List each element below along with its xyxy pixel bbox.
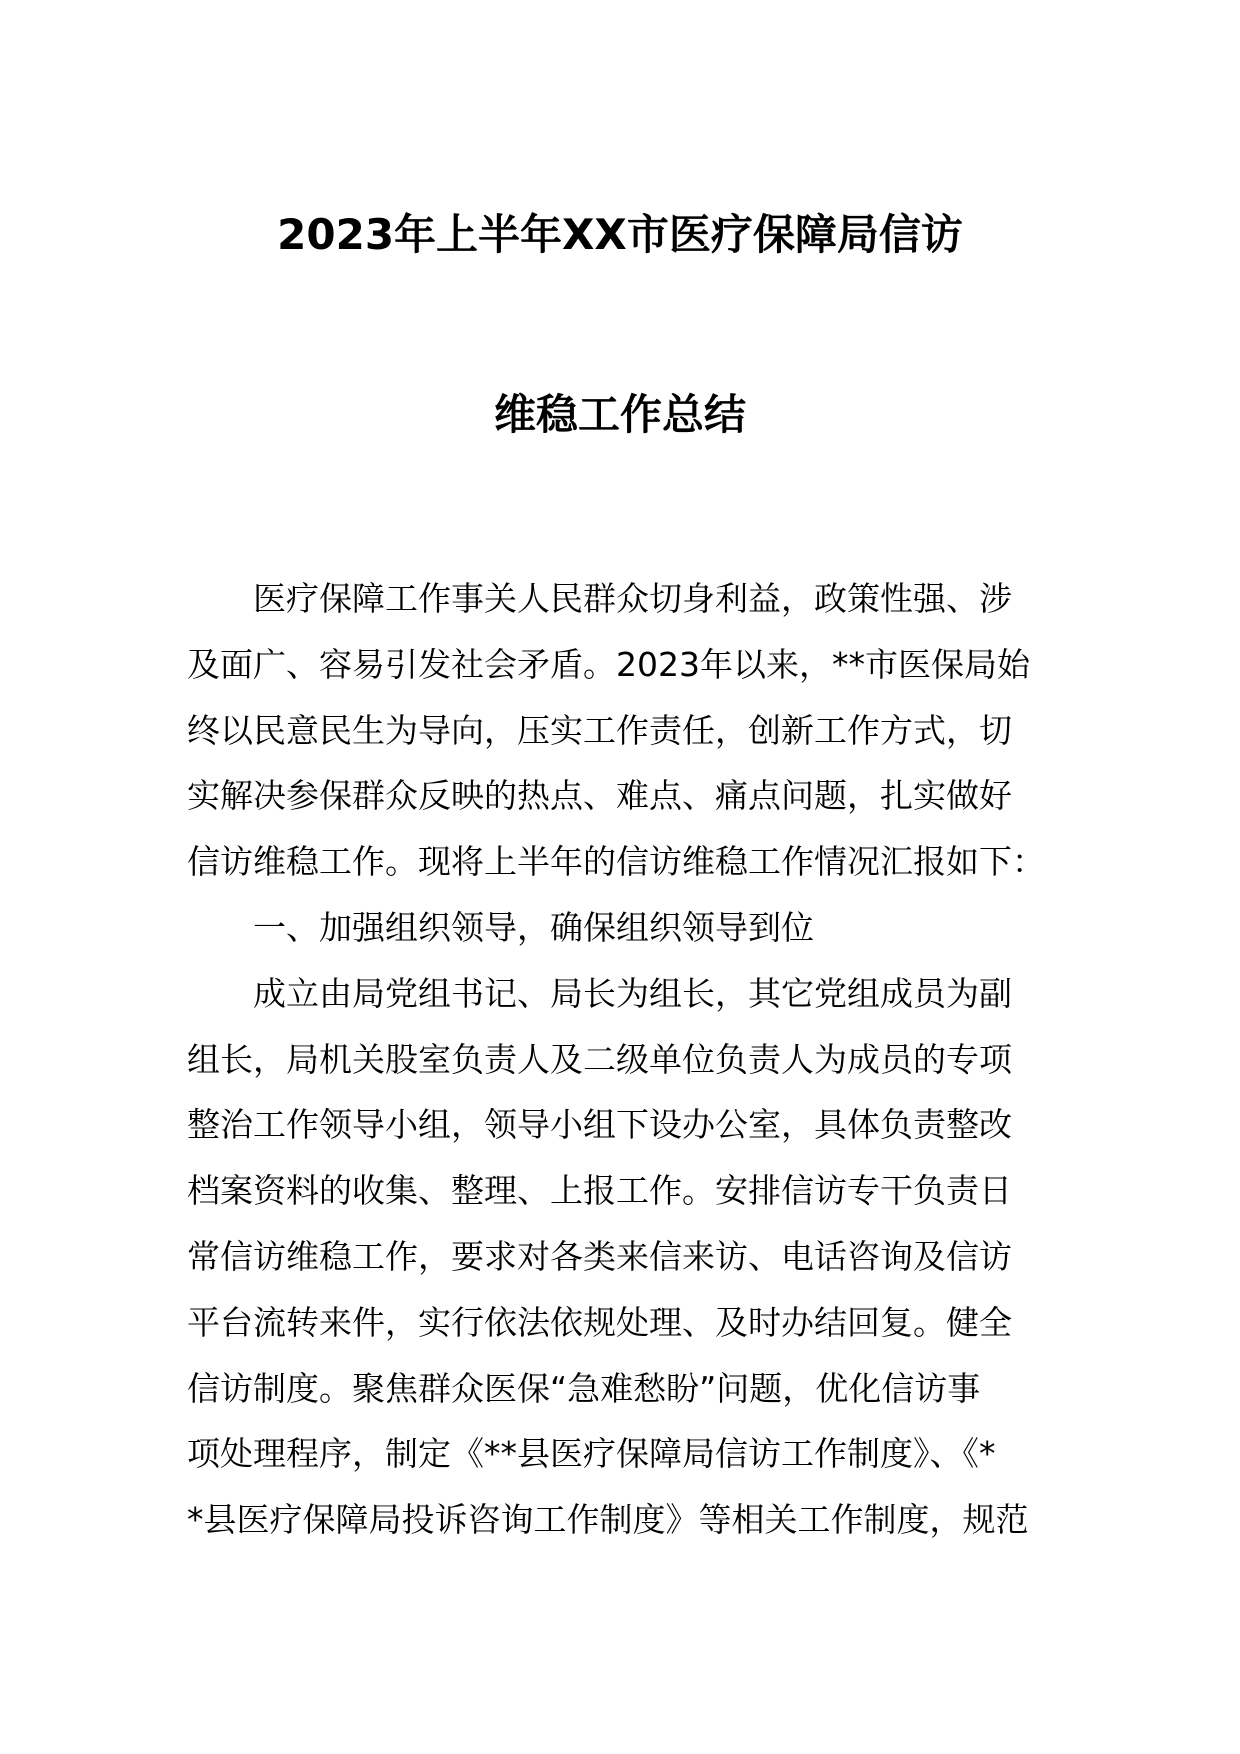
text-line: 项处理程序，制定《**县医疗保障局信访工作制度》、《* [187, 1434, 996, 1474]
text-line: 常信访维稳工作，要求对各类来信来访、电话咨询及信访 [187, 1236, 1012, 1276]
text-line: 实解决参保群众反映的热点、难点、痛点问题，扎实做好 [187, 776, 1012, 816]
text-line: 及面广、容易引发社会矛盾。2023年以来，**市医保局始 [187, 644, 1030, 684]
paragraph-intro [187, 566, 1053, 895]
text-line: 医疗保障工作事关人民群众切身利益，政策性强、涉 [253, 579, 1012, 618]
document-title-line-1: 2023年上半年XX市医疗保障局信访 [277, 210, 963, 259]
document-body [187, 566, 1053, 1553]
text-line: 信访维稳工作。现将上半年的信访维稳工作情况汇报如下： [187, 842, 1045, 882]
section-heading-text: 一、加强组织领导，确保组织领导到位 [253, 907, 814, 947]
text-line: 整治工作领导小组，领导小组下设办公室，具体负责整改 [187, 1105, 1012, 1145]
paragraph-section-1 [187, 961, 1053, 1553]
section-heading [187, 895, 1053, 961]
text-line: *县医疗保障局投诉咨询工作制度》等相关工作制度，规范 [187, 1500, 1029, 1540]
text-line: 组长，局机关股室负责人及二级单位负责人为成员的专项 [187, 1039, 1012, 1079]
document-title-line-2: 维稳工作总结 [493, 390, 746, 439]
text-line: 成立由局党组书记、局长为组长，其它党组成员为副 [253, 973, 1012, 1013]
text-line: 终以民意民生为导向，压实工作责任，创新工作方式，切 [187, 710, 1012, 750]
text-line: 平台流转来件，实行依法依规处理、及时办结回复。健全 [187, 1302, 1012, 1342]
text-line: 档案资料的收集、整理、上报工作。安排信访专干负责日 [187, 1171, 1012, 1211]
text-line: 信访制度。聚焦群众医保“急难愁盼”问题，优化信访事 [187, 1368, 981, 1408]
